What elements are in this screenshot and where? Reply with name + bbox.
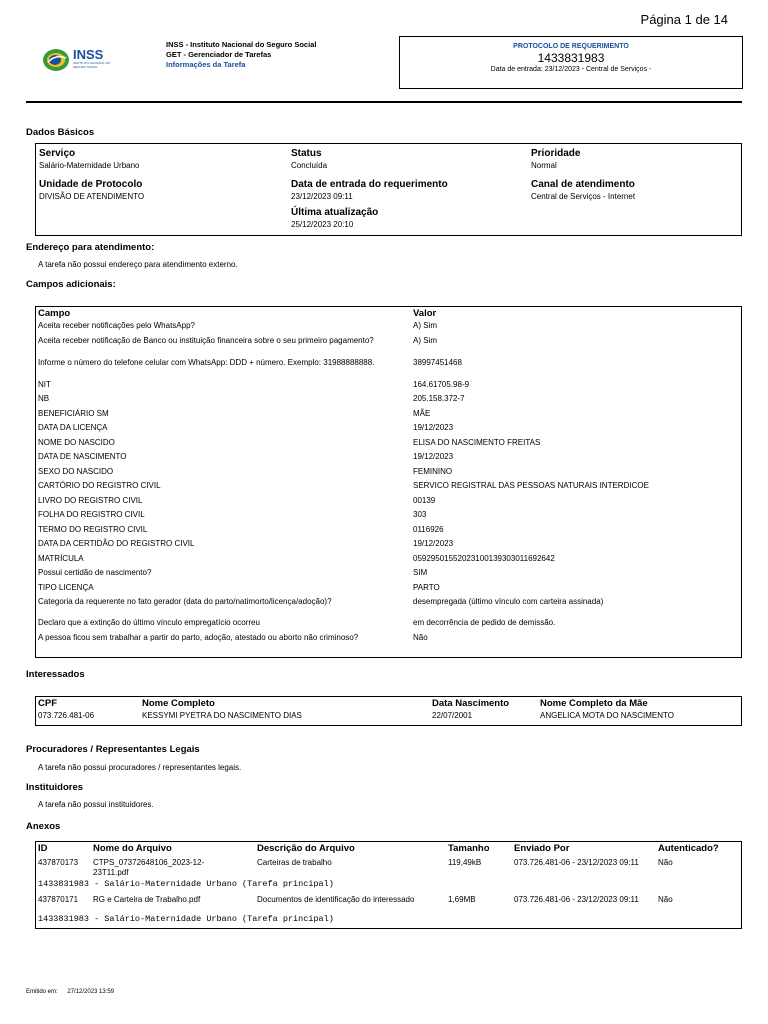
org-name: INSS - Instituto Nacional do Seguro Social — [166, 40, 317, 49]
campo-cell: DATA DA CERTIDÃO DO REGISTRO CIVIL — [38, 539, 195, 548]
prioridade-value: Normal — [531, 161, 557, 170]
inss-logo — [42, 46, 127, 74]
header-org — [166, 40, 316, 70]
valor-cell: Não — [413, 633, 428, 642]
table-row — [38, 496, 738, 511]
valor-cell: 19/12/2023 — [413, 539, 454, 548]
section-title-instituidores: Instituidores — [26, 782, 84, 793]
valor-cell: SERVICO REGISTRAL DAS PESSOAS NATURAIS INTERDICOE — [413, 481, 649, 490]
col-header-autenticado: Autenticado? — [658, 843, 719, 854]
table-row — [38, 525, 738, 540]
table-row — [38, 597, 738, 618]
col-header-nascimento: Data Nascimento — [432, 698, 510, 709]
campo-cell: FOLHA DO REGISTRO CIVIL — [38, 510, 145, 519]
anexo-descricao: Carteiras de trabalho — [257, 858, 332, 867]
col-header-tamanho: Tamanho — [448, 843, 490, 854]
valor-cell: em decorrência de pedido de demissão. — [413, 618, 556, 627]
table-row — [38, 423, 738, 438]
servico-value: Salário-Maternidade Urbano — [39, 161, 140, 170]
col-header-descricao: Descrição do Arquivo — [257, 843, 355, 854]
section-title-anexos: Anexos — [26, 821, 61, 832]
status-value: Concluída — [291, 161, 328, 170]
campo-cell: Aceita receber notificações pelo WhatsApp? — [38, 321, 195, 330]
emitido-label: Emitido em: — [26, 989, 58, 995]
anexo-tamanho: 119,49kB — [448, 858, 482, 867]
procuradores-text: A tarefa não possui procuradores / representantes legais. — [38, 763, 242, 772]
campo-cell: SEXO DO NASCIDO — [38, 466, 114, 476]
valor-cell: A) Sim — [413, 335, 437, 345]
protocol-entry-date: Data de entrada: 23/12/2023 - Central de Serviços - — [490, 66, 652, 73]
valor-cell: A) Sim — [413, 321, 437, 330]
table-row — [38, 394, 738, 409]
valor-cell: 05929501552023100139303011692642 — [413, 553, 555, 563]
unidade-label: Unidade de Protocolo — [39, 179, 143, 190]
anexo-id: 437870171 — [38, 895, 79, 904]
valor-cell: MÃE — [413, 408, 431, 418]
campo-cell: NIT — [38, 379, 51, 389]
basic-data-box — [35, 143, 742, 236]
campos-table-box — [35, 306, 742, 658]
col-header-valor: Valor — [413, 308, 437, 319]
col-header-id: ID — [38, 843, 48, 854]
canal-label: Canal de atendimento — [531, 179, 635, 190]
col-header-nome-arquivo: Nome do Arquivo — [93, 843, 172, 854]
campo-cell: TIPO LICENÇA — [38, 582, 94, 592]
table-row — [38, 633, 738, 648]
campo-cell: DATA DA LICENÇA — [38, 423, 108, 432]
table-row — [38, 380, 738, 395]
table-row — [38, 711, 738, 720]
campo-cell: TERMO DO REGISTRO CIVIL — [38, 524, 148, 534]
ultima-atualizacao-value: 25/12/2023 20:10 — [291, 220, 354, 229]
canal-value: Central de Serviços - Internet — [531, 192, 636, 201]
valor-cell: desempregada (último vínculo com carteira assinada) — [413, 597, 604, 606]
anexos-table-box — [35, 841, 742, 929]
section-title-basic: Dados Básicos — [26, 127, 95, 138]
protocol-number: 1433831983 — [537, 51, 605, 65]
valor-cell: 205.158.372-7 — [413, 394, 465, 403]
interessados-table — [38, 698, 738, 720]
campo-cell: NB — [38, 394, 50, 403]
anexo-file-link[interactable]: CTPS_07372648106_2023-12-23T11.pdf — [93, 858, 205, 877]
endereco-text: A tarefa não possui endereço para atendimento externo. — [38, 260, 238, 269]
col-header-enviado: Enviado Por — [514, 843, 570, 854]
valor-cell: FEMININO — [413, 466, 453, 476]
table-row — [38, 467, 738, 482]
table-row — [38, 618, 738, 633]
table-row — [38, 510, 738, 525]
header-divider — [26, 101, 742, 103]
campo-cell: CARTÓRIO DO REGISTRO CIVIL — [38, 481, 161, 490]
valor-cell: 19/12/2023 — [413, 423, 454, 432]
page-number: Página 1 de 14 — [640, 12, 728, 27]
anexo-id: 437870173 — [38, 858, 79, 867]
campo-cell: DATA DE NASCIMENTO — [38, 452, 127, 461]
protocol-box — [399, 36, 743, 89]
valor-cell: 00139 — [413, 495, 436, 505]
table-row — [38, 438, 738, 453]
ultima-atualizacao-label: Última atualização — [291, 207, 379, 218]
col-header-cpf: CPF — [38, 698, 57, 709]
anexo-enviado-por: 073.726.481-06 - 23/12/2023 09:11 — [514, 895, 639, 904]
anexo-tamanho: 1,69MB — [448, 895, 476, 904]
section-title-interessados: Interessados — [26, 669, 85, 680]
emitido-value: 27/12/2023 13:59 — [67, 989, 115, 995]
anexo-descricao: Documentos de identificação do interessado — [257, 895, 415, 904]
protocol-title: PROTOCOLO DE REQUERIMENTO — [513, 43, 629, 50]
table-row — [38, 321, 738, 336]
valor-cell: 164.61705.98-9 — [413, 379, 470, 389]
table-row — [38, 452, 738, 467]
data-entrada-label: Data de entrada do requerimento — [291, 179, 448, 190]
col-header-campo: Campo — [38, 308, 71, 319]
nascimento-cell: 22/07/2001 — [432, 711, 473, 720]
instituidores-text: A tarefa não possui instituidores. — [38, 800, 154, 809]
campo-cell: Informe o número do telefone celular com WhatsApp: DDD + número. Exemplo: 31988888888. — [38, 357, 375, 367]
table-row — [38, 336, 738, 358]
col-header-nome: Nome Completo — [142, 698, 215, 709]
nome-cell: KESSYMI PYETRA DO NASCIMENTO DIAS — [142, 711, 302, 720]
system-name: GET - Gerenciador de Tarefas — [166, 50, 272, 59]
section-title-campos: Campos adicionais: — [26, 279, 116, 290]
campo-cell: A pessoa ficou sem trabalhar a partir do parto, adoção, atestado ou aborto não criminoso? — [38, 633, 359, 642]
anexo-autenticado: Não — [658, 895, 673, 904]
mae-cell: ANGELICA MOTA DO NASCIMENTO — [540, 711, 674, 720]
section-title-endereco: Endereço para atendimento: — [26, 242, 155, 253]
servico-label: Serviço — [39, 148, 76, 159]
campo-cell: Categoria da requerente no fato gerador (data do parto/natimorto/licença/adoção)? — [38, 597, 332, 606]
logo-text: INSS — [73, 47, 104, 62]
anexo-enviado-por: 073.726.481-06 - 23/12/2023 09:11 — [514, 858, 639, 867]
campos-table — [38, 308, 738, 648]
data-entrada-value: 23/12/2023 09:11 — [291, 192, 353, 201]
page-subtitle: Informações da Tarefa — [166, 60, 246, 69]
valor-cell: SIM — [413, 568, 428, 577]
valor-cell: 19/12/2023 — [413, 452, 454, 461]
col-header-mae: Nome Completo da Mãe — [540, 698, 648, 709]
status-label: Status — [291, 148, 322, 159]
table-row — [38, 481, 738, 496]
table-row — [38, 583, 738, 598]
valor-cell: 0116926 — [413, 524, 444, 534]
campo-cell: Aceita receber notificação de Banco ou instituição financeira sobre o seu primeiro pagamento? — [38, 335, 374, 345]
table-row — [38, 568, 738, 583]
table-row — [38, 409, 738, 424]
campo-cell: Possui certidão de nascimento? — [38, 568, 152, 577]
anexo-task: 1433831983 - Salário-Maternidade Urbano (Tarefa principal) — [38, 914, 334, 924]
campo-cell: MATRÍCULA — [38, 553, 84, 563]
valor-cell: 38997451468 — [413, 357, 462, 367]
campos-table-body — [38, 321, 738, 648]
campo-cell: LIVRO DO REGISTRO CIVIL — [38, 495, 143, 505]
interessados-table-box — [35, 696, 742, 726]
valor-cell: 303 — [413, 510, 427, 519]
anexo-task: 1433831983 - Salário-Maternidade Urbano (Tarefa principal) — [38, 879, 334, 889]
anexo-autenticado: Não — [658, 858, 673, 867]
unidade-value: DIVISÃO DE ATENDIMENTO — [39, 192, 145, 201]
campo-cell: Declaro que a extinção do último vínculo empregatício ocorreu — [38, 618, 260, 627]
prioridade-label: Prioridade — [531, 148, 581, 159]
section-title-procuradores: Procuradores / Representantes Legais — [26, 744, 200, 755]
valor-cell: PARTO — [413, 582, 440, 592]
footer-emitido — [26, 989, 114, 995]
cpf-cell: 073.726.481-06 — [38, 711, 95, 720]
table-row — [38, 539, 738, 554]
anexo-file-link[interactable]: RG e Carteira de Trabalho.pdf — [93, 895, 201, 904]
table-row — [38, 554, 738, 569]
campo-cell: BENEFICIÁRIO SM — [38, 408, 109, 418]
valor-cell: ELISA DO NASCIMENTO FREITAS — [413, 437, 541, 447]
logo-subtext: INSTITUTO NACIONAL DO SEGURO SOCIAL — [73, 61, 111, 69]
campo-cell: NOME DO NASCIDO — [38, 437, 115, 447]
table-row — [38, 358, 738, 380]
